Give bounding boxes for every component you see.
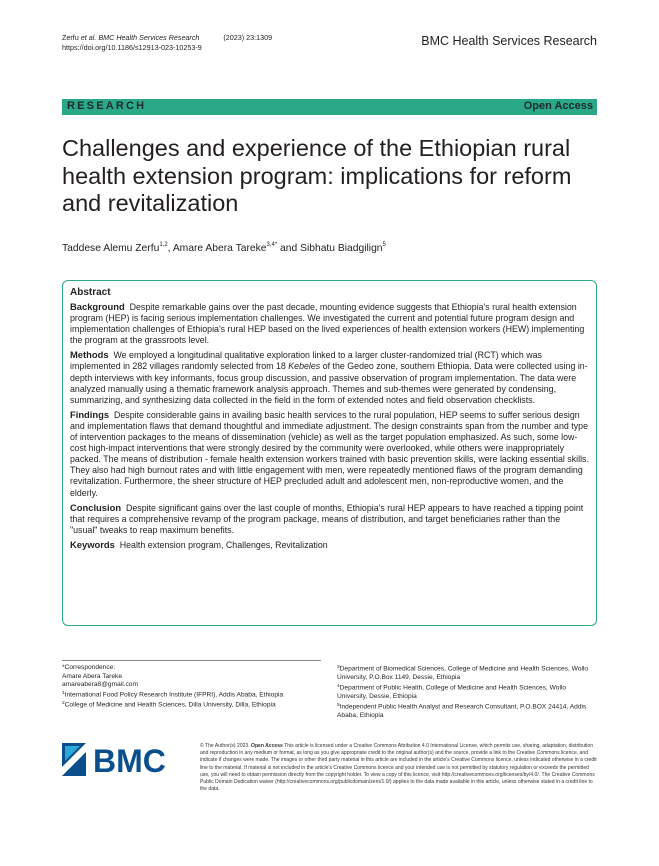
affiliation-number: 3 [337,665,340,670]
article-type-banner [62,99,597,115]
open-access-bold: Open Access [251,743,283,749]
author-name: Sibhatu Biadgilign [300,243,383,254]
affiliation-text: International Food Policy Research Institute (IFPRI), Addis Ababa, Ethiopia [64,691,284,699]
citation-journal: et al. BMC Health Services Research [80,33,200,42]
doi-link[interactable]: https://doi.org/10.1186/s12913-023-10253-9 [62,43,202,52]
section-label: Conclusion [70,501,122,513]
affiliation-3 [337,664,597,683]
footnotes-left [62,664,330,711]
abstract-methods [70,349,589,405]
section-label: Background [70,301,125,312]
author-name: Amare Abera Tareke [172,243,267,254]
journal-name: BMC Health Services Research [421,34,597,48]
article-title: Challenges and experience of the Ethiopian rural health extension program: implications for reform and revitalization [62,135,572,216]
correspondence-label: *Correspondence: [62,664,116,671]
footnote-divider [62,660,321,661]
section-label: Methods [70,349,109,361]
citation-year: (2023) 23:1309 [223,33,273,42]
license-text [200,743,598,793]
affiliation-2 [62,700,330,710]
section-text: We employed a longitudinal qualitative exploration linked to a larger cluster-randomized trial (RCT) which was implemented in 282 villages randomly selected from 18 [70,350,542,372]
author-affiliation: 5 [382,242,386,248]
section-label: Findings [70,408,110,420]
author-separator: and [277,243,301,254]
abstract-conclusion [70,502,589,536]
citation-authors: Zerfu [62,33,81,42]
affiliation-4 [337,683,597,702]
affiliation-text: Department of Public Health, College of Medicine and Health Sciences, Wollo University, Dessie, Ethiopia [337,684,567,701]
section-label: Keywords [70,538,115,550]
author-separator: , [167,243,173,254]
abstract-heading: Abstract [70,287,111,298]
affiliation-number: 2 [62,701,65,707]
logo-text: BMC [93,743,166,776]
affiliation-5 [337,702,597,721]
affiliation-text: College of Medicine and Health Sciences, Dilla University, Dilla, Ethiopia [64,701,276,709]
affiliation-text: Department of Biomedical Sciences, College of Medicine and Health Sciences, Wollo University, P.O.Box 1149, Dessie, Ethiopia [337,665,589,682]
section-text: of the Gedeo zone, southern Ethiopia. Data were collected using in-depth interviews with key informants, focus group discussion, and passive observation of program implementation. The data were analyzed manually using a thematic framework analysis approach. Themes and sub-themes were generated by condensing, summarizing, and synthesizing data collected in the field in the form of extended notes and field observation checklists. [70,361,588,405]
author-affiliation: 3,4* [266,242,278,248]
section-text: Despite considerable gains in availing basic health services to the rural population, HEP seems to suffer serious design and implementation flaws that demand thoughtful and immediate adjustment. The design constraints span from the number and type of intervention packages to the means of dissemination (vehicle) as well as the target population emphasized. As such, some low-cost high-impact interventions that were strongly desired by the community were overlooked, while others were inappropriately packed. The means of distribution - female health extension workers trained with basic prevention skills, were lacking essential skills. They also had high burnout rates and with little engagement with men, were repeatedly mentioned flaws of the program demanding revitalization. Furthermore, the sheer structure of HEP precluded adult and adolescent men, non-reproductive women, and the elderly. [70,409,589,498]
abstract-findings [70,409,589,499]
section-text: Despite significant gains over the last couple of months, Ethiopia's rural HEP appears to have reached a tipping point that requires a comprehensive revamp of the program package, means of distribution, and target beneficiaries rather than the "usual" tweaks to reap maximum benefits. [70,502,584,535]
correspondence-email[interactable]: amareabera8@gmail.com [62,681,138,689]
abstract-background [70,301,589,346]
affiliation-text: Independent Public Health Analyst and Research Consultant, P.O.BOX 24414, Addis Ababa, Ethiopia [337,703,587,720]
author-name: Taddese Alemu Zerfu [62,243,160,254]
affiliation-1 [62,690,330,700]
abstract-keywords [70,539,589,551]
affiliation-number: 5 [337,702,340,708]
section-text: Despite remarkable gains over the past decade, mounting evidence suggests that Ethiopia's rural health extension program (HEP) is facing serious implementation challenges. We investigated the current and potential future program design and implementation challenges of Ethiopia's rural HEP based on the lived experiences of health extension workers (HEW) implementing the program at the grassroots level. [70,302,585,346]
copyright-lead: © The Author(s) 2023. [200,743,252,749]
license-body: This article is licensed under a Creative Commons Attribution 4.0 International License, which permits use, sharing, adaptation, distribution and reproduction in any medium or format, as long as you give appropriate credit to the original author(s) and the source, provide a link to the Creative Commons licence, and indicate if changes were made. The images or other third party material in this article are included in the article's Creative Commons licence, unless indicated otherwise in a credit line to the material. If material is not included in the article's Creative Commons licence and your intended use is not permitted by statutory regulation or exceeds the permitted use, you will need to obtain permission directly from the copyright holder. To view a copy of this licence, visit http://creativecommons.org/licenses/by/4.0/. The Creative Commons Public Domain Dedication waiver (http://creativecommons.org/publicdomain/zero/1.0/) applies to the data made available in this article, unless otherwise stated in a credit line to the data. [200,743,597,793]
correspondence-name: Amare Abera Tareke [62,672,122,680]
author-affiliation: 1,2 [159,242,168,248]
abstract-box [62,280,597,626]
author-list [62,242,597,254]
section-text: Health extension program, Challenges, Revitalization [119,539,328,550]
bmc-logo-icon [62,743,184,776]
footnotes-right [337,664,597,721]
citation-block [62,33,272,53]
affiliation-number: 1 [62,691,65,697]
article-type-label: RESEARCH [67,100,147,112]
open-access-label: Open Access [523,100,593,112]
italic-term: Kebeles [288,361,321,372]
affiliation-number: 4 [337,683,340,689]
